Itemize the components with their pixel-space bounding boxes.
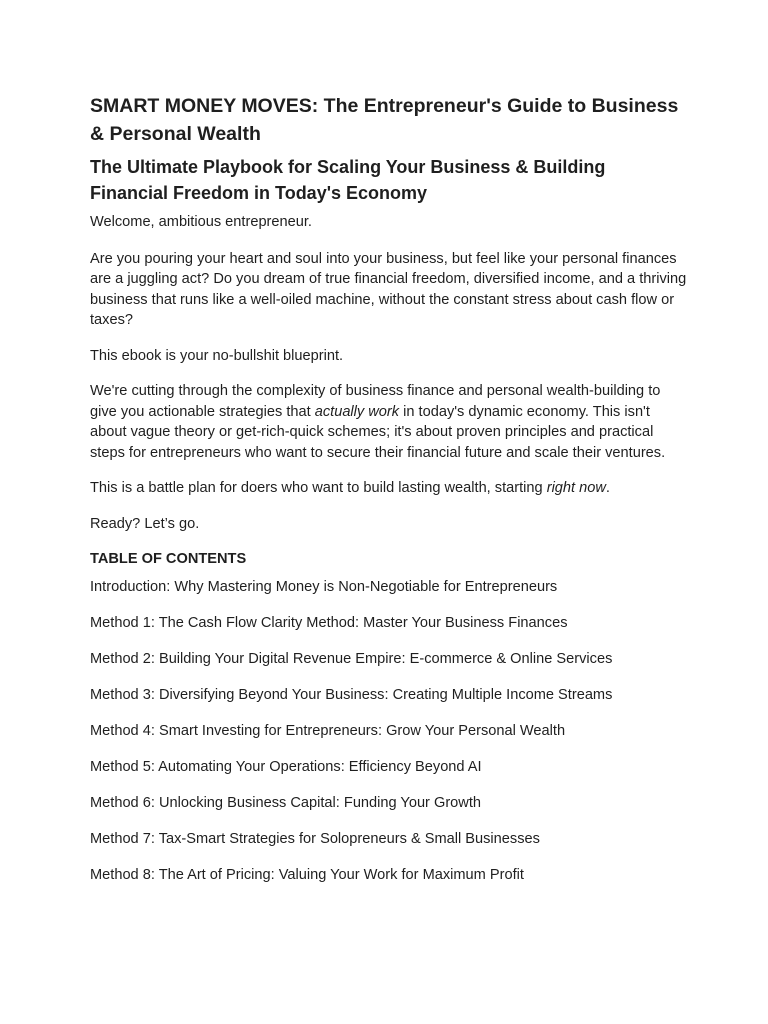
toc-item: Method 8: The Art of Pricing: Valuing Your Work for Maximum Profit bbox=[90, 867, 524, 883]
welcome-text: Welcome, ambitious entrepreneur. bbox=[90, 214, 312, 230]
toc-heading: TABLE OF CONTENTS bbox=[90, 551, 247, 567]
toc-item: Method 4: Smart Investing for Entrepreneurs: Grow Your Personal Wealth bbox=[90, 723, 566, 739]
toc-item: Method 2: Building Your Digital Revenue Empire: E-commerce & Online Services bbox=[90, 651, 613, 667]
toc-item: Method 5: Automating Your Operations: Efficiency Beyond AI bbox=[90, 759, 482, 775]
intro-paragraph: Are you pouring your heart and soul into your business, but feel like your personal finances are a juggling act? Do you dream of true financial freedom, diversified income, and a thriving business that runs like a well-oiled machine, without the constant stress about cash flow or taxes? bbox=[90, 250, 687, 328]
battle-plan-emphasis: right now bbox=[546, 480, 606, 496]
table-of-contents bbox=[90, 577, 688, 885]
toc-item: Method 7: Tax-Smart Strategies for Solopreneurs & Small Businesses bbox=[90, 831, 540, 847]
cutting-paragraph bbox=[90, 381, 688, 463]
cutting-emphasis: actually work bbox=[314, 403, 400, 420]
toc-item: Method 1: The Cash Flow Clarity Method: Master Your Business Finances bbox=[90, 615, 568, 631]
battle-plan-paragraph bbox=[90, 478, 688, 499]
document-subtitle: The Ultimate Playbook for Scaling Your Business & Building Financial Freedom in Today's Economy bbox=[90, 157, 606, 203]
battle-plan-before: This is a battle plan for doers who want to build lasting wealth, starting bbox=[90, 480, 547, 496]
document-title: SMART MONEY MOVES: The Entrepreneur's Guide to Business & Personal Wealth bbox=[90, 95, 679, 145]
battle-plan-after: . bbox=[605, 480, 610, 496]
blueprint-paragraph: This ebook is your no-bullshit blueprint. bbox=[90, 347, 344, 364]
toc-item: Method 3: Diversifying Beyond Your Business: Creating Multiple Income Streams bbox=[90, 687, 613, 703]
ready-paragraph: Ready? Let’s go. bbox=[90, 515, 200, 532]
cutting-text-after: in today's dynamic economy. This isn't about vague theory or get-rich-quick schemes; it's about proven principles and practical steps for entrepreneurs who want to secure their financial future and scale their ventures. bbox=[90, 403, 666, 461]
toc-item: Introduction: Why Mastering Money is Non-Negotiable for Entrepreneurs bbox=[90, 579, 558, 595]
cutting-text-before: We're cutting through the complexity of business finance and personal wealth-building to give you actionable strategies that bbox=[90, 383, 661, 420]
toc-item: Method 6: Unlocking Business Capital: Funding Your Growth bbox=[90, 795, 482, 811]
